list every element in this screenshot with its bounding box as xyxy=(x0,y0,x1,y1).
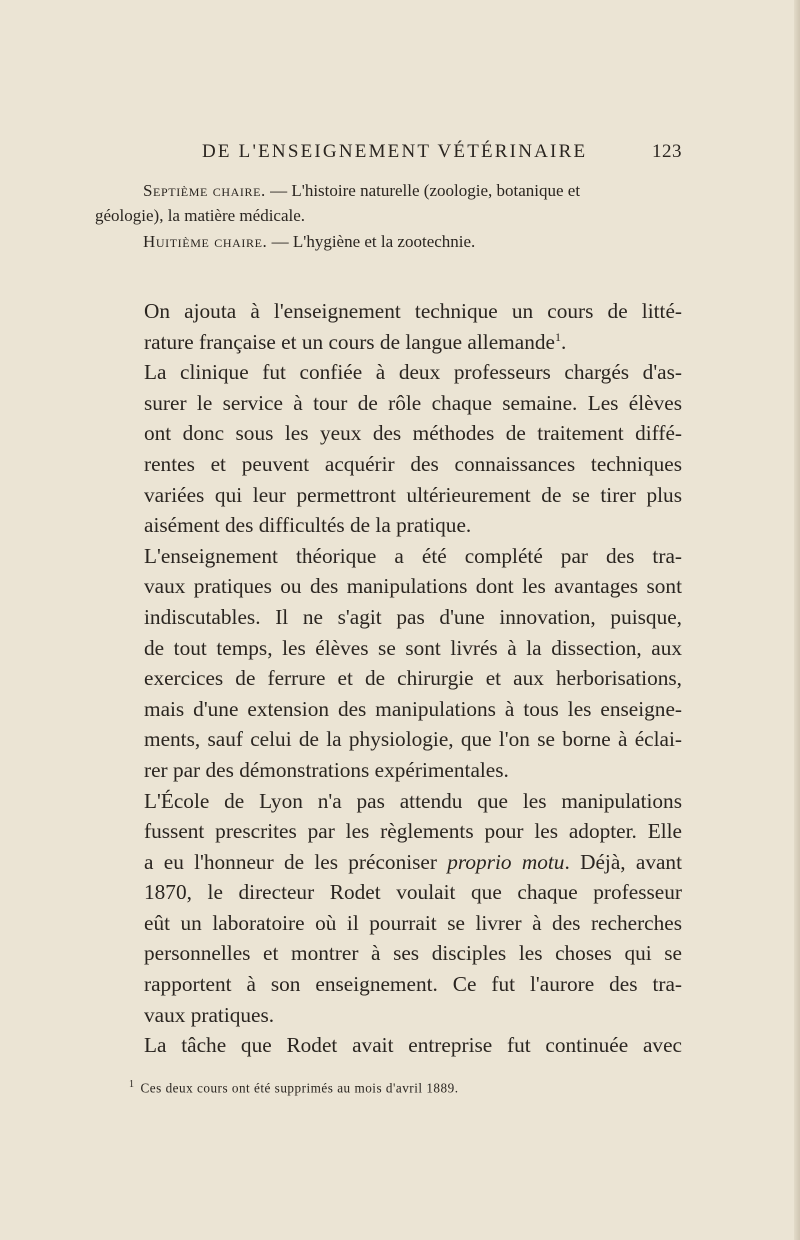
paragraph xyxy=(120,296,682,357)
text-line: La clinique fut confiée à deux professeurs chargés d'as- xyxy=(144,360,682,385)
chair-label: Septième chaire. xyxy=(143,181,266,200)
text-line: exercices de ferrure et de chirurgie et aux herborisations, xyxy=(144,666,682,691)
body-text xyxy=(120,296,682,1061)
text-line: indiscutables. Il ne s'agit pas d'une innovation, puisque, xyxy=(144,604,682,629)
text-line: vaux pratiques. xyxy=(144,1002,275,1027)
text-line: aisément des difficultés de la pratique. xyxy=(144,513,472,538)
text-line: mais d'une extension des manipulations à tous les enseigne- xyxy=(144,696,682,721)
text-line: ont donc sous les yeux des méthodes de traitement diffé- xyxy=(144,421,682,446)
text-line: surer le service à tour de rôle chaque semaine. Les élèves xyxy=(144,390,682,415)
text-line: personnelles et montrer à ses disciples les choses qui se xyxy=(144,941,682,966)
chair-eighth xyxy=(119,229,681,254)
footnote xyxy=(129,1079,689,1096)
chair-text: géologie), la matière médicale. xyxy=(95,206,306,225)
chair-list xyxy=(95,178,681,254)
text-line: L'enseignement théorique a été complété par des tra- xyxy=(144,543,682,568)
text-line: La tâche que Rodet avait entreprise fut continuée avec xyxy=(144,1033,682,1058)
footnote-ref: 1 xyxy=(554,329,561,344)
text-line: 1870, le directeur Rodet voulait que chaque professeur xyxy=(144,880,682,905)
text-line: vaux pratiques ou des manipulations dont les avantages sont xyxy=(144,574,682,599)
chair-text: — L'histoire naturelle (zoologie, botanique et xyxy=(265,181,581,200)
text-line: de tout temps, les élèves se sont livrés à la dissection, aux xyxy=(144,635,682,660)
text-fragment: a eu l'honneur de les préconiser xyxy=(144,849,448,874)
page-edge xyxy=(794,0,800,1240)
paragraph xyxy=(120,357,682,541)
text-line: rapportent à son enseignement. Ce fut l'aurore des tra- xyxy=(144,972,682,997)
chair-text: — L'hygiène et la zootechnie. xyxy=(267,232,476,251)
text-line xyxy=(120,327,682,358)
text-fragment: . Déjà, avant xyxy=(564,849,682,874)
latin-phrase: proprio motu xyxy=(447,849,565,874)
footnote-text: Ces deux cours ont été supprimés au mois d'avril 1889. xyxy=(140,1080,459,1096)
text-fragment: . xyxy=(560,329,567,354)
running-title: DE L'ENSEIGNEMENT VÉTÉRINAIRE xyxy=(202,141,588,162)
running-header xyxy=(202,141,682,167)
paragraph xyxy=(120,786,682,1031)
text-line: fussent prescrites par les règlements pour les adopter. Elle xyxy=(144,819,682,844)
text-line xyxy=(120,847,682,878)
text-line: eût un laboratoire où il pourrait se livrer à des recherches xyxy=(144,910,682,935)
chair-seventh xyxy=(95,178,681,228)
footnote-number: 1 xyxy=(129,1079,135,1090)
text-line: ments, sauf celui de la physiologie, que l'on se borne à éclai- xyxy=(144,727,682,752)
text-line: variées qui leur permettront ultérieurement de se tirer plus xyxy=(144,482,682,507)
text-line: L'École de Lyon n'a pas attendu que les manipulations xyxy=(144,788,682,813)
paragraph xyxy=(120,1030,682,1061)
text-line: rentes et peuvent acquérir des connaissances techniques xyxy=(144,451,682,476)
chair-label: Huitième chaire. xyxy=(143,232,268,251)
text-line: rer par des démonstrations expérimentales. xyxy=(144,757,509,782)
text-line: On ajouta à l'enseignement technique un cours de litté- xyxy=(144,299,682,323)
paragraph xyxy=(120,541,682,786)
text-fragment: rature française et un cours de langue allemande xyxy=(144,329,555,354)
page-number: 123 xyxy=(652,141,682,162)
